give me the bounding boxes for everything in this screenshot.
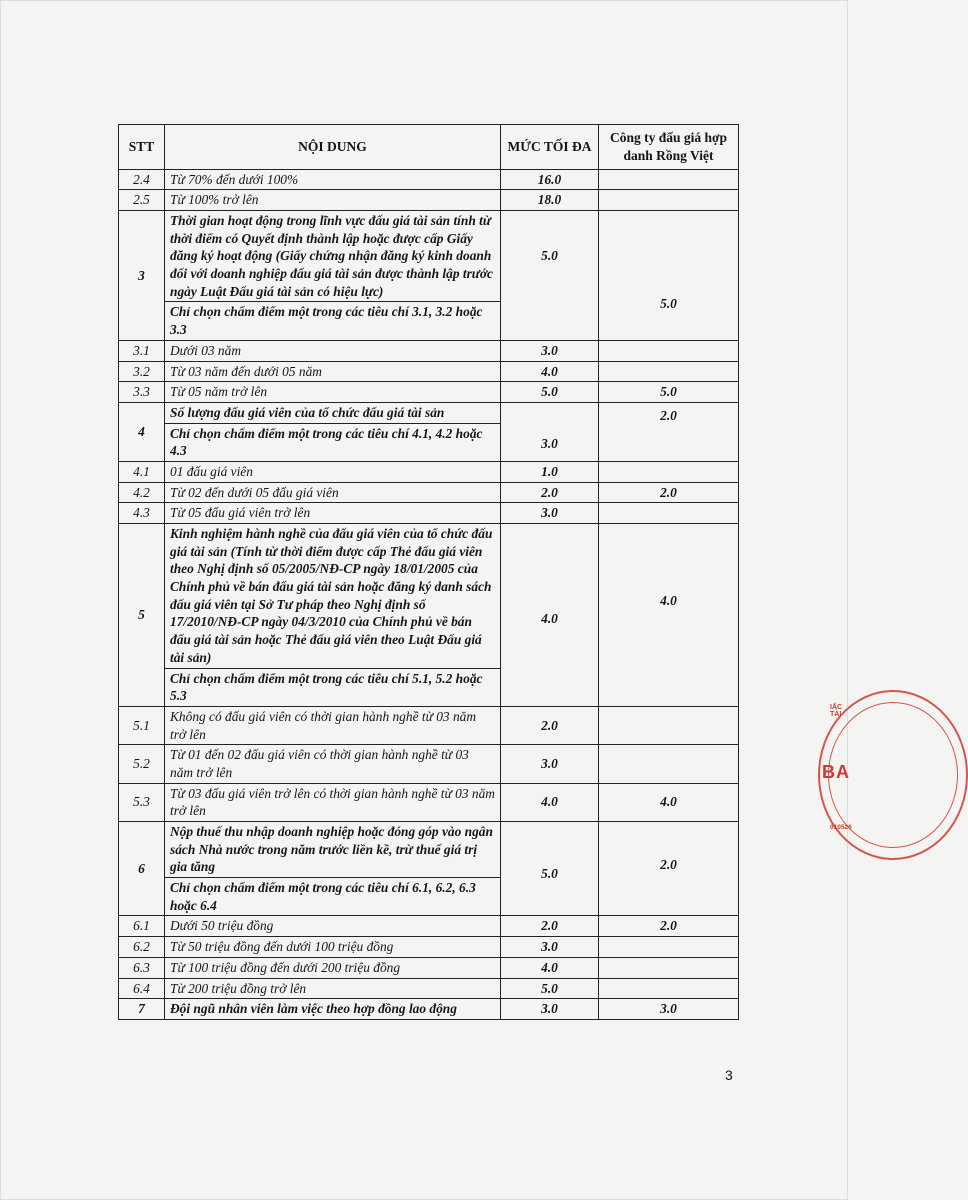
row-max: 16.0 <box>501 169 599 190</box>
row-score: 5.0 <box>599 211 739 341</box>
row-content: Nộp thuế thu nhập doanh nghiệp hoặc đóng góp vào ngân sách Nhà nước trong năm trước liền kề, trừ thuế giá trị gia tăng <box>165 822 501 878</box>
row-content: Từ 200 triệu đồng trở lên <box>165 978 501 999</box>
row-max: 3.0 <box>501 340 599 361</box>
row-score: 3.0 <box>599 999 739 1020</box>
row-stt: 2.4 <box>119 169 165 190</box>
row-max: 5.0 <box>501 978 599 999</box>
row-note: Chỉ chọn chấm điểm một trong các tiêu chí 6.1, 6.2, 6.3 hoặc 6.4 <box>165 878 501 916</box>
row-stt: 4.3 <box>119 503 165 524</box>
row-max: 2.0 <box>501 706 599 744</box>
row-score <box>599 169 739 190</box>
row-stt: 3.2 <box>119 361 165 382</box>
seal-middle-text: BA <box>822 762 850 782</box>
header-content: NỘI DUNG <box>165 125 501 170</box>
row-max: 3.0 <box>501 745 599 783</box>
row-stt: 3.1 <box>119 340 165 361</box>
row-content: Không có đấu giá viên có thời gian hành nghề từ 03 năm trở lên <box>165 706 501 744</box>
row-score: 2.0 <box>599 822 739 916</box>
row-max: 18.0 <box>501 190 599 211</box>
row-content: Từ 03 đấu giá viên trở lên có thời gian hành nghề từ 03 năm trở lên <box>165 783 501 821</box>
row-stt: 5.3 <box>119 783 165 821</box>
row-stt: 6.2 <box>119 937 165 958</box>
header-max-score: MỨC TỐI ĐA <box>501 125 599 170</box>
row-stt: 6.1 <box>119 916 165 937</box>
row-content: Từ 50 triệu đồng đến dưới 100 triệu đồng <box>165 937 501 958</box>
row-stt: 7 <box>119 999 165 1020</box>
row-score: 4.0 <box>599 524 739 707</box>
row-score <box>599 937 739 958</box>
row-score <box>599 461 739 482</box>
row-stt: 5.2 <box>119 745 165 783</box>
row-content: Đội ngũ nhân viên làm việc theo hợp đồng lao động <box>165 999 501 1020</box>
row-stt: 3.3 <box>119 382 165 403</box>
row-score: 2.0 <box>599 402 739 461</box>
row-content: Thời gian hoạt động trong lĩnh vực đấu giá tài sản tính từ thời điểm có Quyết định thành lập hoặc được cấp Giấy đăng ký hoạt động (Giấy chứng nhận đăng ký kinh doanh đối với doanh nghiệp đấu giá tài sản được thành lập trước ngày Luật Đấu giá tài sản có hiệu lực) <box>165 211 501 302</box>
row-content: Dưới 03 năm <box>165 340 501 361</box>
table-row <box>119 978 739 999</box>
row-content: Từ 05 đấu giá viên trở lên <box>165 503 501 524</box>
row-stt: 4 <box>119 402 165 461</box>
row-score <box>599 706 739 744</box>
table-row <box>119 783 739 821</box>
table-header-row <box>119 125 739 170</box>
row-content: Từ 100 triệu đồng đến dưới 200 triệu đồng <box>165 957 501 978</box>
row-stt: 6 <box>119 822 165 916</box>
row-content: Dưới 50 triệu đồng <box>165 916 501 937</box>
row-score <box>599 361 739 382</box>
table-row <box>119 503 739 524</box>
row-content: Từ 100% trở lên <box>165 190 501 211</box>
row-score <box>599 190 739 211</box>
row-content: Từ 02 đến dưới 05 đấu giá viên <box>165 482 501 503</box>
row-score: 5.0 <box>599 382 739 403</box>
table-row <box>119 190 739 211</box>
row-stt: 4.2 <box>119 482 165 503</box>
row-score: 2.0 <box>599 482 739 503</box>
row-stt: 6.3 <box>119 957 165 978</box>
row-max: 2.0 <box>501 916 599 937</box>
company-seal <box>818 690 852 860</box>
table-row <box>119 340 739 361</box>
row-content: Kinh nghiệm hành nghề của đấu giá viên của tổ chức đấu giá tài sản (Tính từ thời điểm được cấp Thẻ đấu giá viên theo Nghị định số 05/2005/NĐ-CP ngày 18/01/2005 của Chính phủ về bán đấu giá tài sản hoặc đăng ký danh sách đấu giá viên tại Sở Tư pháp theo Nghị định số 17/2010/NĐ-CP ngày 04/3/2010 của Chính phủ về bán đấu giá tài sản hoặc Thẻ đấu giá viên theo Luật Đấu giá tài sản) <box>165 524 501 669</box>
row-stt: 4.1 <box>119 461 165 482</box>
table-row <box>119 382 739 403</box>
table-row <box>119 822 739 878</box>
row-score <box>599 340 739 361</box>
row-stt: 3 <box>119 211 165 341</box>
scoring-table <box>118 124 739 1020</box>
row-score <box>599 745 739 783</box>
header-stt: STT <box>119 125 165 170</box>
table-row <box>119 706 739 744</box>
row-max: 2.0 <box>501 482 599 503</box>
table-row <box>119 169 739 190</box>
row-stt: 2.5 <box>119 190 165 211</box>
row-max: 5.0 <box>501 211 599 341</box>
row-stt: 5.1 <box>119 706 165 744</box>
row-score <box>599 957 739 978</box>
table-row <box>119 524 739 669</box>
row-max: 1.0 <box>501 461 599 482</box>
table-row <box>119 361 739 382</box>
row-max: 4.0 <box>501 957 599 978</box>
row-max: 5.0 <box>501 382 599 403</box>
row-content: 01 đấu giá viên <box>165 461 501 482</box>
page-number: 3 <box>725 1067 733 1083</box>
row-max: 4.0 <box>501 783 599 821</box>
row-note: Chỉ chọn chấm điểm một trong các tiêu chí 4.1, 4.2 hoặc 4.3 <box>165 423 501 461</box>
row-score: 4.0 <box>599 783 739 821</box>
row-content: Từ 70% đến dưới 100% <box>165 169 501 190</box>
row-note: Chỉ chọn chấm điểm một trong các tiêu chí 5.1, 5.2 hoặc 5.3 <box>165 668 501 706</box>
seal-bottom-text: 010526 <box>830 824 852 831</box>
table-row <box>119 402 739 423</box>
row-stt: 5 <box>119 524 165 707</box>
row-score <box>599 978 739 999</box>
row-max: 3.0 <box>501 503 599 524</box>
seal-top-text: IẤC TÀI <box>830 704 843 718</box>
table-row <box>119 745 739 783</box>
row-score: 2.0 <box>599 916 739 937</box>
header-company-score: Công ty đấu giá hợp danh Rồng Việt <box>599 125 739 170</box>
row-score <box>599 503 739 524</box>
table-row <box>119 999 739 1020</box>
row-content: Số lượng đấu giá viên của tổ chức đấu giá tài sản <box>165 402 501 423</box>
table-row <box>119 916 739 937</box>
table-row <box>119 957 739 978</box>
row-stt: 6.4 <box>119 978 165 999</box>
row-max: 4.0 <box>501 361 599 382</box>
table-row <box>119 937 739 958</box>
row-content: Từ 01 đến 02 đấu giá viên có thời gian hành nghề từ 03 năm trở lên <box>165 745 501 783</box>
row-note: Chỉ chọn chấm điểm một trong các tiêu chí 3.1, 3.2 hoặc 3.3 <box>165 302 501 340</box>
row-max: 4.0 <box>501 524 599 707</box>
row-max: 3.0 <box>501 937 599 958</box>
row-max: 5.0 <box>501 822 599 916</box>
row-max: 3.0 <box>501 402 599 461</box>
table-row <box>119 461 739 482</box>
table-row <box>119 482 739 503</box>
table-row <box>119 211 739 302</box>
row-max: 3.0 <box>501 999 599 1020</box>
row-content: Từ 03 năm đến dưới 05 năm <box>165 361 501 382</box>
row-content: Từ 05 năm trở lên <box>165 382 501 403</box>
